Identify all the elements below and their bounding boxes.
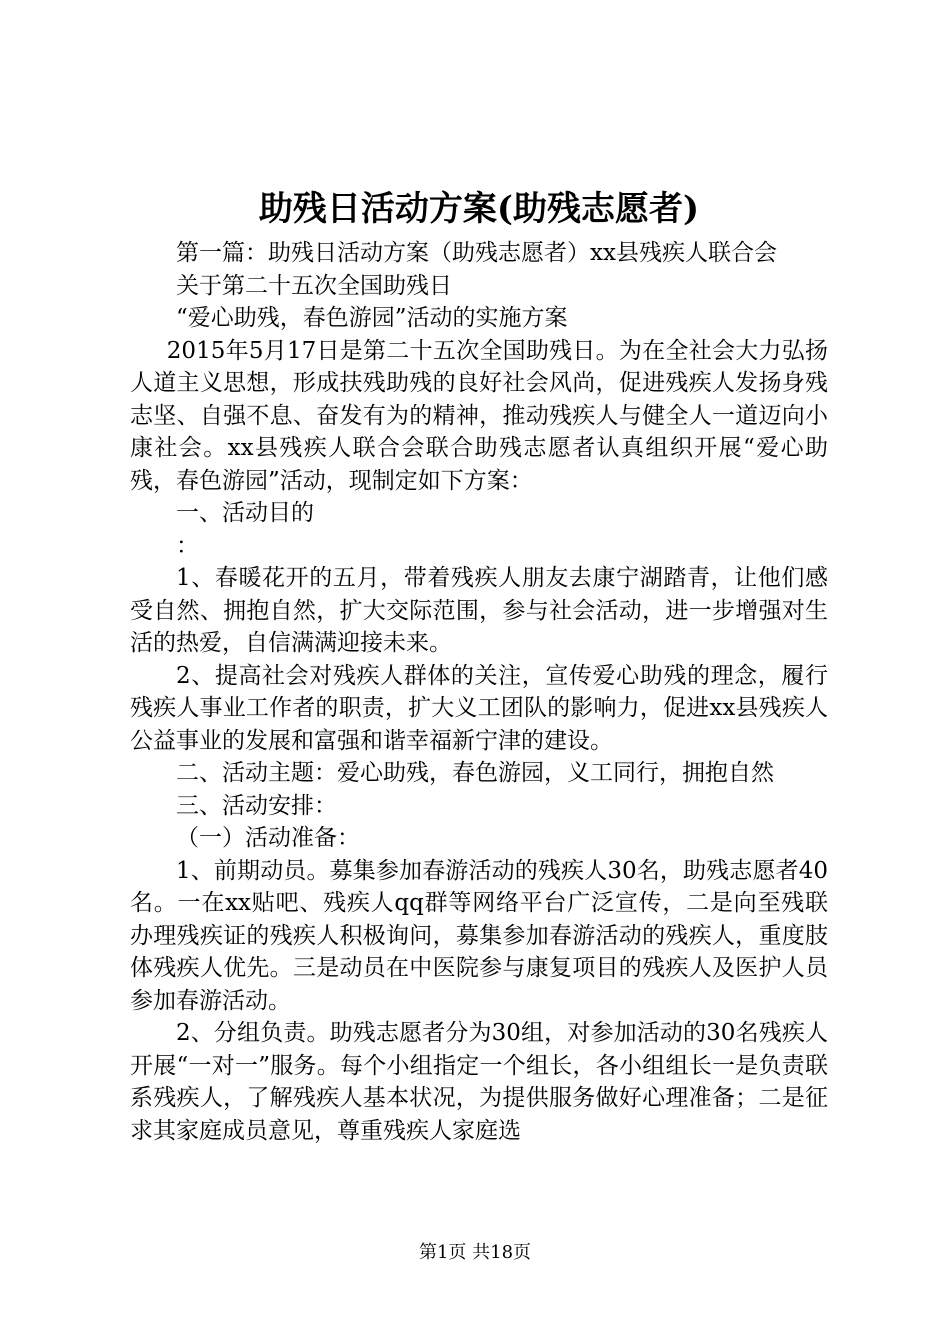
paragraph-heading-2: “爱心助残，春色游园”活动的实施方案 xyxy=(176,305,568,331)
paragraph-purpose-2: 2、提高社会对残疾人群体的关注，宣传爱心助残的理念，履行残疾人事业工作者的职责，扩大义工团队的影响力，促进xx县残疾人公益事业的发展和富强和谐幸福新宁津的建设。 xyxy=(130,662,828,754)
paragraph-background: 2015年5月17日是第二十五次全国助残日。为在全社会大力弘扬人道主义思想，形成扶残助残的良好社会风尚，促进残疾人发扬身残志坚、自强不息、奋发有为的精神，推动残疾人与健全人一道迈向小康社会。xx县残疾人联合会联合助残志愿者认真组织开展“爱心助残，春色游园”活动，现制定如下方案： xyxy=(130,337,828,494)
paragraph-intro: 第一篇：助残日活动方案（助残志愿者）xx县残疾人联合会 xyxy=(176,240,777,266)
paragraph-purpose-1: 1、春暖花开的五月，带着残疾人朋友去康宁湖踏青，让他们感受自然、拥抱自然，扩大交际范围，参与社会活动，进一步增强对生活的热爱，自信满满迎接未来。 xyxy=(130,565,828,656)
page-footer: 第1页 共18页 xyxy=(418,1242,532,1263)
section-heading-theme: 二、活动主题：爱心助残，春色游园，义工同行，拥抱自然 xyxy=(176,760,774,786)
document-body xyxy=(130,237,828,1147)
paragraph-mobilization: 1、前期动员。募集参加春游活动的残疾人30名，助残志愿者40名。一在xx贴吧、残疾人qq群等网络平台广泛宣传，二是向至残联办理残疾证的残疾人积极询问，募集参加春游活动的残疾人，重度肢体残疾人优先。三是动员在中医院参与康复项目的残疾人及医护人员参加春游活动。 xyxy=(130,857,828,1014)
subsection-heading-preparation: （一）活动准备： xyxy=(176,825,360,851)
paragraph-colon: ： xyxy=(176,532,199,559)
paragraph-grouping: 2、分组负责。助残志愿者分为30组，对参加活动的30名残疾人开展“一对一”服务。每个小组指定一个组长，各小组组长一是负责联系残疾人，了解残疾人基本状况，为提供服务做好心理准备；二是征求其家庭成员意见，尊重残疾人家庭选 xyxy=(130,1020,828,1144)
document-title: 助残日活动方案(助残志愿者) xyxy=(258,189,700,229)
paragraph-heading-1: 关于第二十五次全国助残日 xyxy=(176,272,452,299)
section-heading-purpose: 一、活动目的 xyxy=(176,500,314,526)
section-heading-arrangement: 三、活动安排： xyxy=(176,792,337,819)
